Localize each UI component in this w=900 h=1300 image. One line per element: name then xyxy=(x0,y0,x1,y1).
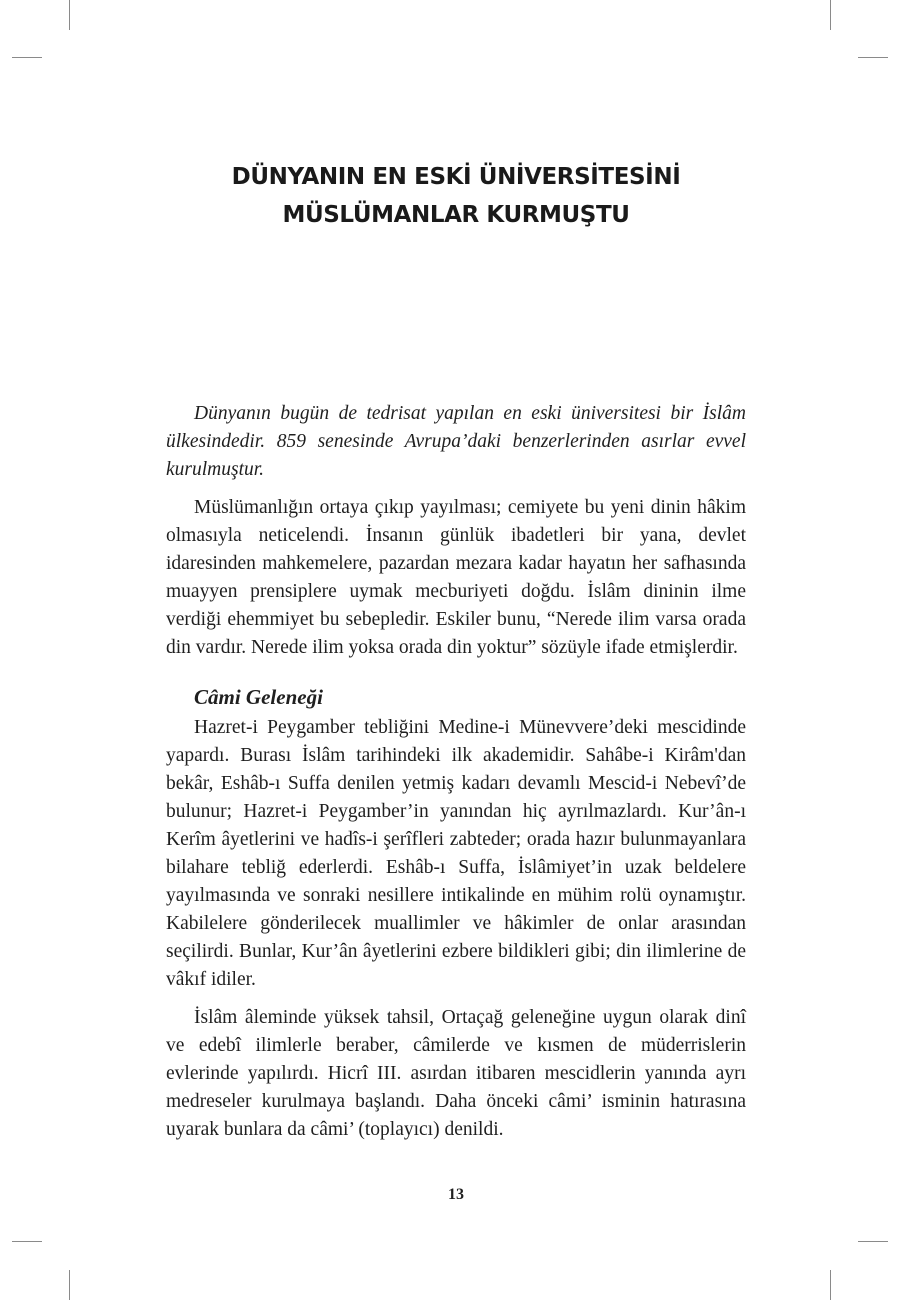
crop-mark-left-top xyxy=(12,57,42,58)
chapter-title-line-2: MÜSLÜMANLAR KURMUŞTU xyxy=(282,202,630,228)
chapter-title xyxy=(0,158,900,234)
crop-mark-top-right xyxy=(830,0,831,30)
chapter-title-line-1: DÜNYANIN EN ESKİ ÜNİVERSİTESİNİ xyxy=(231,164,681,190)
page-number: 13 xyxy=(448,1186,464,1203)
lead-paragraph: Dünyanın bugün de tedrisat yapılan en eski üniversitesi bir İslâm ülkesindedir. 859 senesinde Avrupa’daki benzerlerinden asırlar evvel kurulmuştur. xyxy=(166,403,746,480)
crop-mark-top-left xyxy=(69,0,70,30)
intro-paragraph: Müslümanlığın ortaya çıkıp yayılması; cemiyete bu yeni dinin hâkim olmasıyla neticelendi. İnsanın günlük ibadetleri bir yana, devlet idaresinden mahkemelere, pazardan mezara kadar hayatın her safhasında muayyen prensiplere uymak mecburiyeti doğdu. İslâm dininin ilme verdiği ehemmiyet bu sebepledir. Eskiler bunu, “Nerede ilim varsa orada din vardır. Nerede ilim yoksa orada din yoktur” sözüyle ifade etmişlerdir. xyxy=(166,497,746,658)
crop-mark-bottom-right xyxy=(830,1270,831,1300)
crop-mark-right-top xyxy=(858,57,888,58)
crop-mark-bottom-left xyxy=(69,1270,70,1300)
chapter-body xyxy=(166,400,746,1154)
section-heading: Câmi Geleneği xyxy=(194,685,323,709)
section-paragraph-2 xyxy=(166,1004,746,1144)
section-paragraph-1: Hazret-i Peygamber tebliğini Medine-i Münevvere’deki mescidinde yapardı. Burası İslâm tarihindeki ilk akademidir. Sahâbe-i Kirâm'dan bekâr, Eshâb-ı Suffa denilen yetmiş kadarı devamlı Mescid-i Nebevî’de bulunur; Hazret-i Peygamber’in yanından hiç ayrılmazlardı. Kur’ân-ı Kerîm âyetlerini ve hadîs-i şerîfleri zabteder; orada hazır bulunmayanlara bilahare tebliğ ederlerdi. Eshâb-ı Suffa, İslâmiyet’in uzak beldelere yayılmasında ve sonraki nesillere intikalinde en mühim rolü oynamıştır. Kabilelere gönderilecek muallimler ve hâkimler de onlar arasından seçilirdi. Bunlar, Kur’ân âyetlerini ezbere bildikleri gibi; din ilimlerine de vâkıf idiler. xyxy=(166,717,746,990)
crop-mark-left-bottom xyxy=(12,1241,42,1242)
crop-mark-right-bottom xyxy=(858,1241,888,1242)
section-paragraph-2-text: İslâm âleminde yüksek tahsil, Ortaçağ geleneğine uygun olarak dinî ve edebî ilimlerle beraber, câmilerde ve kısmen de müderrislerin evlerinde yapılırdı. Hicrî III. asırdan itibaren mescidlerin yanında ayrı medreseler kurulmaya başlandı. Daha önceki câmi’ isminin hatırasına uyarak bunlara da câmi’ (toplayıcı) denildi. xyxy=(166,1007,746,1140)
